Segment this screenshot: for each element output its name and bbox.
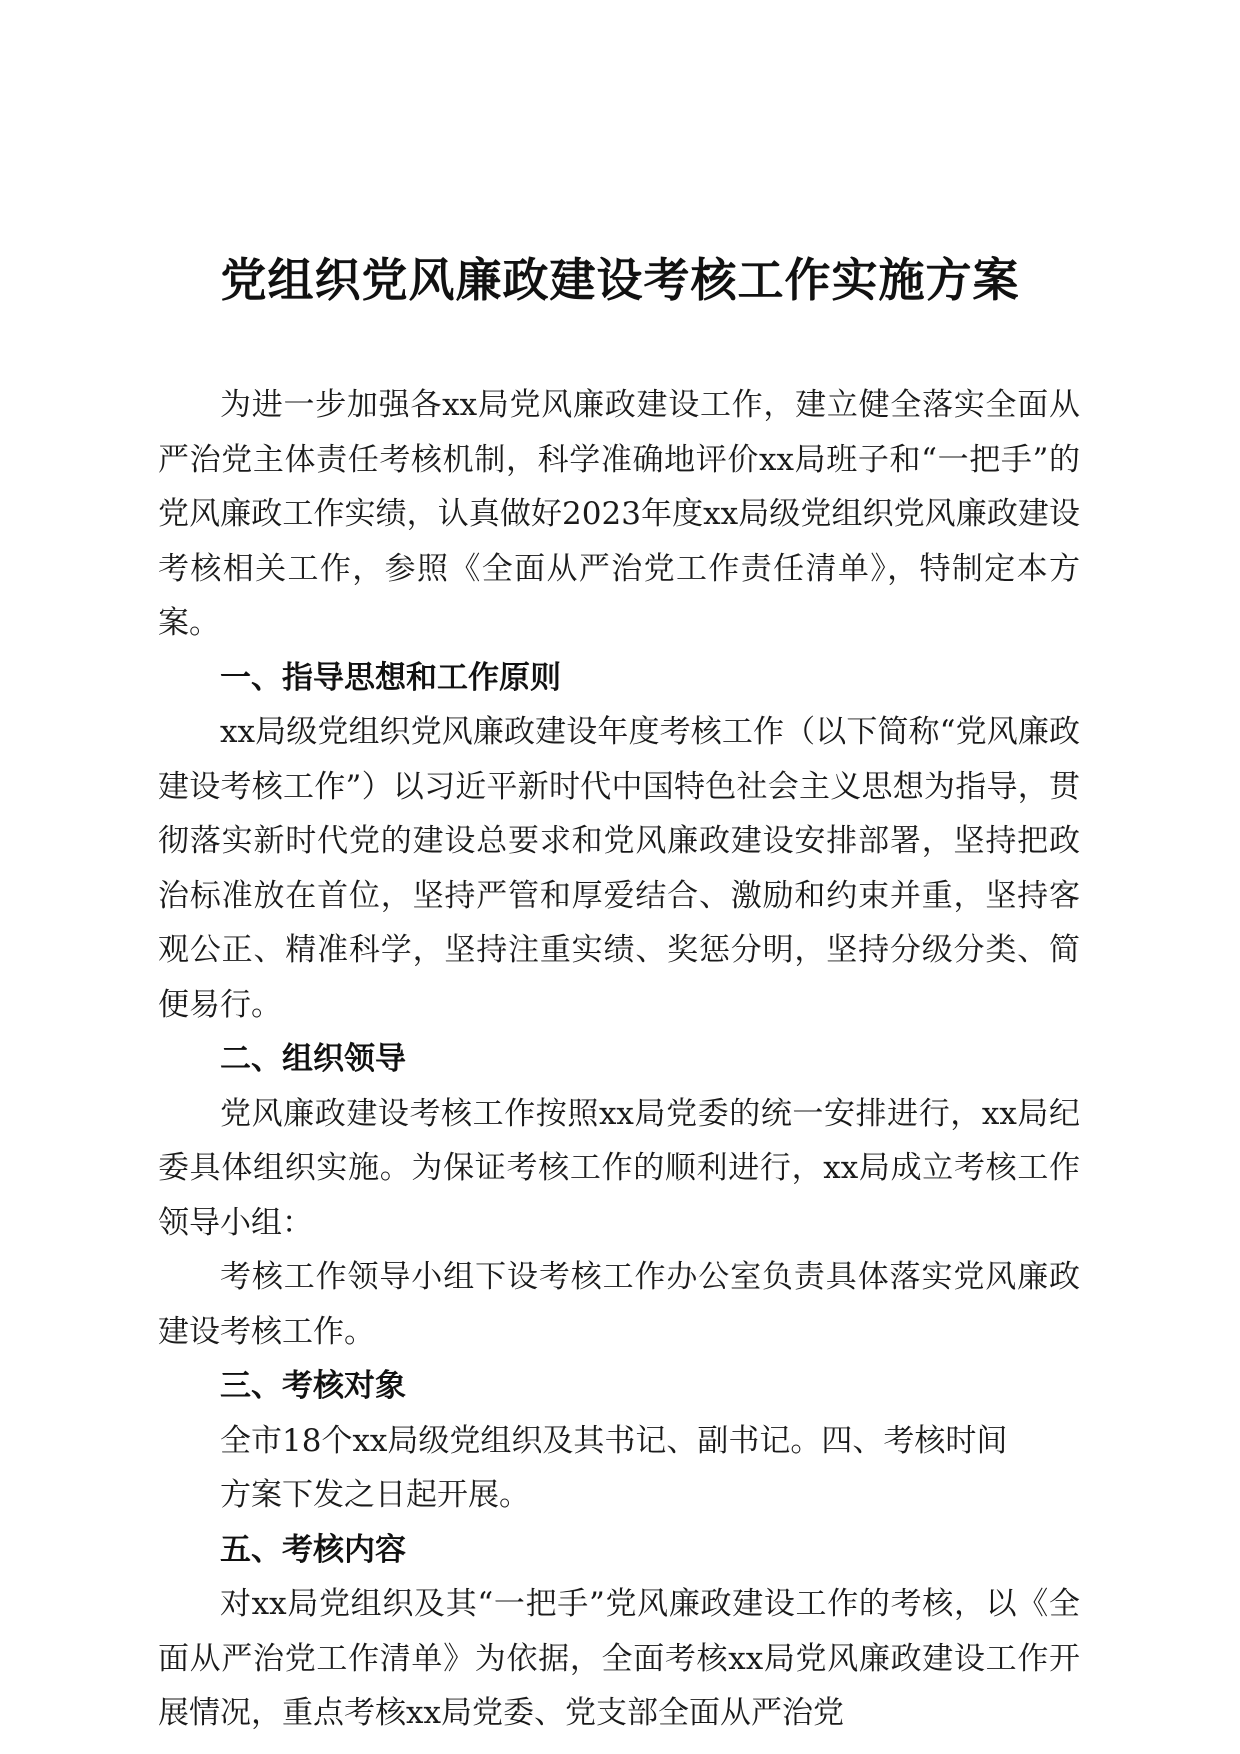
section-heading-assessment-targets: 三、考核对象 [220, 1368, 406, 1404]
section-paragraph: 对xx局党组织及其“一把手”党风廉政建设工作的考核，以《全面从严治党工作清单》为依据，全面考核xx局党风廉政建设工作开展情况，重点考核xx局党委、党支部全面从严治党 [158, 1586, 1080, 1731]
intro-paragraph: 为进一步加强各xx局党风廉政建设工作，建立健全落实全面从严治党主体责任考核机制，科学准确地评价xx局班子和“一把手”的党风廉政工作实绩，认真做好2023年度xx局级党组织党风廉政建设考核相关工作，参照《全面从严治党工作责任清单》，特制定本方案。 [158, 387, 1080, 641]
section-heading-guiding-principles: 一、指导思想和工作原则 [220, 659, 561, 696]
section-heading-assessment-content: 五、考核内容 [220, 1531, 406, 1568]
section-paragraph: xx局级党组织党风廉政建设年度考核工作（以下简称“党风廉政建设考核工作”）以习近平新时代中国特色社会主义思想为指导，贯彻落实新时代党的建设总要求和党风廉政建设安排部署，坚持把政治标准放在首位，坚持严管和厚爱结合、激励和约束并重，坚持客观公正、精准科学，坚持注重实绩、奖惩分明，坚持分级分类、简便易行。 [158, 714, 1080, 1023]
section-paragraph: 考核工作领导小组下设考核工作办公室负责具体落实党风廉政建设考核工作。 [158, 1259, 1080, 1350]
section-paragraph: 方案下发之日起开展。 [220, 1477, 530, 1513]
section-paragraph: 党风廉政建设考核工作按照xx局党委的统一安排进行，xx局纪委具体组织实施。为保证考核工作的顺利进行，xx局成立考核工作领导小组： [158, 1095, 1080, 1241]
section-paragraph: 全市18个xx局级党组织及其书记、副书记。四、考核时间 [220, 1422, 1008, 1459]
document-title: 党组织党风廉政建设考核工作实施方案 [220, 253, 1020, 307]
section-heading-organization: 二、组织领导 [220, 1041, 406, 1077]
document-body [158, 378, 1080, 1741]
